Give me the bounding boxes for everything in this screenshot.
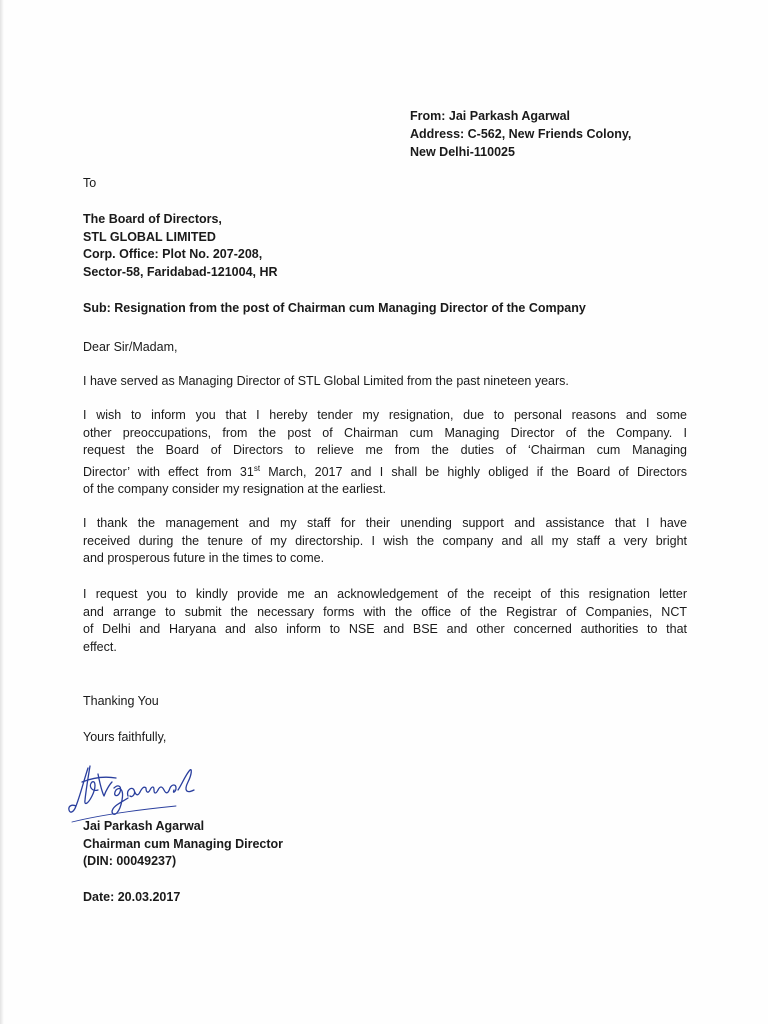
paragraph-line: and prosperous future in the times to come. [83, 551, 325, 565]
sender-block [410, 107, 631, 161]
closing-thanks: Thanking You [83, 694, 159, 708]
paragraph-text: March, 2017 and I shall be highly obliged if the Board of Directors [260, 464, 687, 479]
body-paragraph-1: I have served as Managing Director of STL Global Limited from the past nineteen years. [83, 374, 569, 388]
recipient-line4: Sector-58, Faridabad-121004, HR [83, 264, 278, 279]
sender-address-line1: Address: C-562, New Friends Colony, [410, 127, 632, 141]
body-paragraph-4 [83, 586, 687, 656]
paragraph-text: Director’ with effect from 31 [83, 464, 254, 479]
letter-date: Date: 20.03.2017 [83, 890, 181, 904]
recipient-line2: STL GLOBAL LIMITED [83, 229, 216, 244]
signatory-din: (DIN: 00049237) [83, 854, 177, 868]
paragraph-line: I thank the management and my staff for their unending support and assistance that I have [83, 516, 687, 530]
paragraph-line [83, 460, 687, 482]
recipient-line3: Corp. Office: Plot No. 207-208, [83, 247, 263, 261]
body-paragraph-2 [83, 407, 687, 499]
signatory-name: Jai Parkash Agarwal [83, 819, 205, 833]
paragraph-line: request the Board of Directors to relieve me from the duties of ‘Chairman cum Managing [83, 443, 687, 457]
handwritten-signature [66, 760, 236, 826]
subject-line: Sub: Resignation from the post of Chairman cum Managing Director of the Company [83, 301, 586, 315]
signatory-block [83, 818, 283, 871]
paragraph-line: of Delhi and Haryana and also inform to NSE and BSE and other concerned authorities to that [83, 622, 687, 636]
page-edge-shadow [0, 0, 4, 1024]
to-label: To [83, 176, 97, 190]
paragraph-line: effect. [83, 639, 117, 654]
sender-from-line: From: Jai Parkash Agarwal [410, 109, 571, 123]
salutation: Dear Sir/Madam, [83, 340, 178, 354]
date-ordinal-suffix: st [253, 463, 261, 473]
sender-address-line2: New Delhi-110025 [410, 145, 515, 159]
signatory-designation: Chairman cum Managing Director [83, 836, 284, 851]
paragraph-line: received during the tenure of my directorship. I wish the company and all my staff a very bright [83, 533, 687, 548]
recipient-line1: The Board of Directors, [83, 212, 222, 226]
recipient-block [83, 211, 278, 281]
paragraph-line: and arrange to submit the necessary forms with the office of the Registrar of Companies, NCT [83, 604, 687, 619]
closing-yours-faithfully: Yours faithfully, [83, 730, 167, 744]
paragraph-line: other preoccupations, from the post of Chairman cum Managing Director of the Company. I [83, 425, 687, 440]
paragraph-line: I request you to kindly provide me an acknowledgement of the receipt of this resignation letter [83, 587, 687, 601]
paragraph-line: I wish to inform you that I hereby tender my resignation, due to personal reasons and some [83, 408, 687, 422]
paragraph-line: of the company consider my resignation at the earliest. [83, 482, 386, 497]
body-paragraph-3 [83, 515, 687, 568]
